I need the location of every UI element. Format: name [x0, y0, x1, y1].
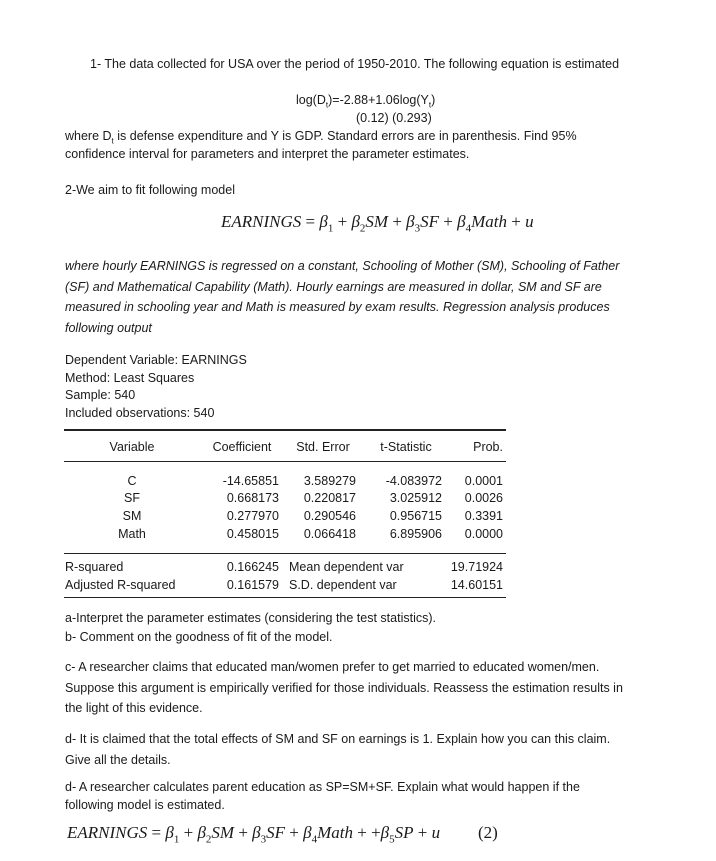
table-top-rule — [64, 429, 506, 431]
stat-value: 0.166245 — [226, 560, 279, 574]
eq-beta: β — [380, 823, 390, 842]
question-c-line: Suppose this argument is empirically verified for those individuals. Reassess the estimation results in — [65, 680, 623, 695]
eq-equals: = — [147, 823, 166, 842]
included-observations: Included observations: 540 — [65, 406, 215, 420]
eq-beta: β — [351, 212, 360, 231]
table-body-rule — [64, 553, 506, 554]
stat-label: Adjusted R-squared — [65, 578, 176, 592]
q1-line4: confidence interval for parameters and interpret the parameter estimates. — [65, 147, 470, 161]
cell-t-statistic: 0.956715 — [389, 509, 442, 523]
method: Method: Least Squares — [65, 371, 195, 385]
desc-line: (SF) and Mathematical Capability (Math). Hourly earnings are measured in dollar, SM and SF are — [65, 279, 602, 294]
q1-where-sub: t — [111, 136, 114, 146]
eq-plus: + — [506, 212, 526, 231]
eq-plus: + — [388, 212, 407, 231]
cell-std-error: 0.066418 — [303, 527, 356, 541]
q1-eq-mid: )=-2.88+1.06log(Y — [328, 93, 429, 107]
cell-variable: C — [127, 474, 137, 488]
header-variable: Variable — [109, 440, 155, 454]
question-c — [65, 657, 685, 719]
q1-line1: 1- The data collected for USA over the period of 1950-2010. The following equation is estimated — [90, 57, 620, 71]
dependent-variable: Dependent Variable: EARNINGS — [65, 353, 247, 367]
table-header-rule — [64, 461, 506, 462]
eq-u: u — [525, 212, 534, 231]
cell-t-statistic: 3.025912 — [389, 491, 442, 505]
header-std-error: Std. Error — [296, 440, 350, 454]
cell-variable: SF — [124, 491, 140, 505]
stat-label: R-squared — [65, 560, 124, 574]
cell-t-statistic: 6.895906 — [389, 527, 442, 541]
cell-t-statistic: -4.083972 — [385, 474, 442, 488]
eq-earnings: EARNINGS — [67, 823, 148, 842]
question-d1-line: d- It is claimed that the total effects of SM and SF on earnings is 1. Explain how you can this claim. — [65, 732, 611, 746]
eq-sm: SM — [211, 823, 235, 842]
question-d1-line: Give all the details. — [65, 752, 171, 767]
stat-label: Mean dependent var — [289, 560, 404, 574]
cell-std-error: 0.290546 — [303, 509, 356, 523]
cell-variable: Math — [118, 527, 146, 541]
desc-line: measured in schooling year and Math is measured by exam results. Regression analysis produces — [65, 300, 610, 314]
cell-coefficient: -14.65851 — [222, 474, 279, 488]
eq-beta: β — [165, 823, 174, 842]
stat-value: 19.71924 — [450, 560, 503, 574]
eq-u: u — [431, 823, 441, 842]
question-a: a-Interpret the parameter estimates (considering the test statistics). — [65, 611, 436, 625]
question-d2 — [65, 778, 685, 814]
model2-equation — [67, 823, 440, 845]
eq-sm: SM — [365, 212, 389, 231]
cell-coefficient: 0.668173 — [226, 491, 279, 505]
cell-prob: 0.0000 — [464, 527, 503, 541]
eq-beta: β — [457, 212, 466, 231]
cell-coefficient: 0.458015 — [226, 527, 279, 541]
eq-sub: 3 — [414, 222, 421, 235]
eq-beta: β — [406, 212, 415, 231]
desc-line: following output — [65, 320, 152, 335]
eq-sf: SF — [266, 823, 286, 842]
eq-plus: + — [234, 823, 253, 842]
cell-std-error: 3.589279 — [303, 474, 356, 488]
eq-math: Math — [471, 212, 507, 231]
q1-eq-sub-t: t — [325, 100, 329, 110]
cell-prob: 0.0001 — [464, 474, 503, 488]
cell-prob: 0.0026 — [464, 491, 503, 505]
eq-sp: SP — [394, 823, 414, 842]
eq-earnings: EARNINGS — [221, 212, 302, 231]
q1-equation — [296, 93, 435, 110]
header-prob: Prob. — [473, 440, 503, 454]
stat-label: S.D. dependent var — [289, 578, 397, 592]
eq-equals: = — [301, 212, 320, 231]
eq-sub: 3 — [260, 833, 267, 846]
question-c-line: the light of this evidence. — [65, 701, 203, 715]
cell-std-error: 0.220817 — [303, 491, 356, 505]
question-d2-line: following model is estimated. — [65, 798, 225, 812]
eq-math: Math — [317, 823, 353, 842]
header-t-statistic: t-Statistic — [380, 440, 432, 454]
desc-line: where hourly EARNINGS is regressed on a constant, Schooling of Mother (SM), Schooling of Father — [65, 259, 620, 273]
eq-sub: 1 — [173, 833, 180, 846]
eq-plus: + — [179, 823, 198, 842]
stat-value: 14.60151 — [450, 578, 503, 592]
q1-where-prefix: where D — [65, 129, 112, 143]
q1-standard-errors: (0.12) (0.293) — [356, 111, 432, 125]
question-d2-line: d- A researcher calculates parent education as SP=SM+SF. Explain what would happen if the — [65, 780, 580, 794]
q1-where-line — [65, 129, 577, 146]
question-b: b- Comment on the goodness of fit of the model. — [65, 630, 333, 644]
eq-plus: + — [439, 212, 458, 231]
eq-beta: β — [303, 823, 312, 842]
q1-eq-end: ) — [431, 93, 436, 107]
stat-value: 0.161579 — [226, 578, 279, 592]
eq-sub: 1 — [327, 222, 334, 235]
table-bottom-rule — [64, 597, 506, 598]
model-equation — [221, 212, 534, 234]
eq-sub: 4 — [465, 222, 472, 235]
eq-sf: SF — [420, 212, 440, 231]
q1-where-rest: is defense expenditure and Y is GDP. Standard errors are in parenthesis. Find 95% — [113, 129, 577, 143]
eq-beta: β — [319, 212, 328, 231]
q1-eq-lhs: log(D — [296, 93, 326, 107]
eq-plus: + — [285, 823, 304, 842]
sample: Sample: 540 — [65, 388, 136, 402]
eq-sub: 4 — [311, 833, 318, 846]
q1-eq-sub-t: t — [428, 100, 432, 110]
eq-beta: β — [252, 823, 261, 842]
eq-beta: β — [197, 823, 206, 842]
equation-number: (2) — [478, 823, 498, 842]
question-d1 — [65, 729, 685, 770]
question-c-line: c- A researcher claims that educated man/women prefer to get married to educated women/men. — [65, 660, 600, 674]
q2-description — [65, 256, 675, 338]
cell-variable: SM — [122, 509, 142, 523]
eq-sub: 2 — [359, 222, 366, 235]
cell-coefficient: 0.277970 — [226, 509, 279, 523]
header-coefficient: Coefficient — [212, 440, 272, 454]
cell-prob: 0.3391 — [464, 509, 503, 523]
eq-sub: 2 — [205, 833, 212, 846]
eq-plus: + — [333, 212, 352, 231]
q2-intro: 2-We aim to fit following model — [65, 183, 235, 197]
eq-sub: 5 — [389, 833, 395, 846]
eq-plus-plus: + + — [352, 823, 381, 842]
eq-plus: + — [413, 823, 432, 842]
